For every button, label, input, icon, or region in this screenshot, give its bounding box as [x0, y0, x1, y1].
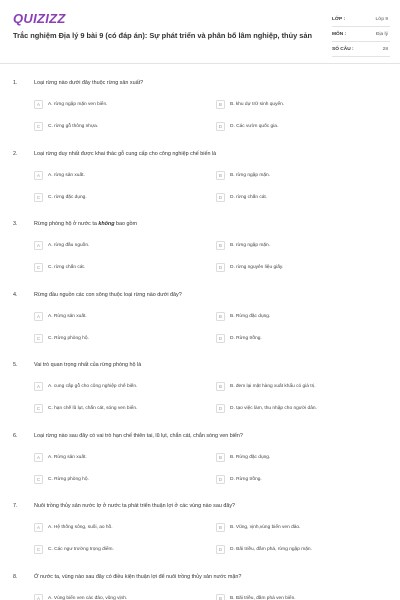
answer-option-a[interactable] [34, 522, 178, 533]
option-text: B. khu dự trữ sinh quyển. [230, 102, 285, 107]
option-text: B. rừng ngập mặn. [230, 172, 271, 178]
question-text: Vai trò quan trọng nhất của rừng phòng hộ là [34, 362, 142, 368]
worksheet-title: Trắc nghiệm Địa lý 9 bài 9 (có đáp án): Sự phát triển và phân bố lâm nghiệp, thủy sản [13, 31, 312, 40]
option-text: B. Rừng đặc dụng. [230, 313, 271, 319]
answer-option-b[interactable] [216, 240, 360, 251]
answer-option-c[interactable] [34, 403, 178, 414]
question-number: 7. [13, 503, 18, 509]
answer-option-c[interactable] [34, 544, 178, 555]
option-letter-d: D [216, 334, 225, 343]
question-number: 8. [13, 573, 18, 580]
option-letter-a: A [34, 523, 43, 532]
meta-label-subject: MÔN : [332, 31, 347, 37]
question-list [0, 64, 400, 600]
answer-option-b[interactable] [216, 99, 360, 110]
option-text: B. đem lại mặt hàng xuất khẩu có giá trị. [230, 384, 316, 389]
option-letter-c: C [34, 334, 43, 343]
answer-option-a[interactable] [34, 381, 178, 392]
question-number: 6. [13, 432, 18, 439]
question-1 [0, 64, 400, 135]
question-text: Loại rừng duy nhất được khai thác gỗ cung cấp cho công nghiệp chế biến là [34, 150, 217, 157]
question-text: Rừng đầu nguồn các con sông thuộc loại rừng nào dưới đây? [34, 291, 182, 298]
option-text: B. rừng ngập mặn. [230, 243, 271, 248]
option-letter-b: B [216, 100, 225, 109]
question-text: Loại rừng nào dưới đây thuộc rừng sản xuất? [34, 80, 144, 86]
question-number: 1. [13, 80, 18, 86]
option-letter-d: D [216, 475, 225, 484]
option-letter-d: D [216, 193, 225, 202]
option-text: B. Rừng đặc dụng. [230, 454, 271, 460]
question-text: Nuôi trồng thủy sản nước lợ ở nước ta phát triển thuận lợi ở các vùng nào sau đây? [34, 503, 236, 509]
option-letter-b: B [216, 171, 225, 180]
option-letter-b: B [216, 523, 225, 532]
option-letter-a: A [34, 241, 43, 250]
option-text: A. Hệ thống sông, suối, ao hồ. [48, 525, 113, 530]
option-text: A. Rừng sản xuất. [48, 313, 87, 319]
question-number: 4. [13, 291, 18, 298]
answer-option-b[interactable] [216, 381, 360, 392]
answer-option-a[interactable] [34, 593, 178, 600]
question-text-before: Rừng phòng hộ ở nước ta [34, 221, 99, 227]
question-text-after: bao gồm [114, 221, 137, 227]
option-letter-c: C [34, 545, 43, 554]
meta-label-class: LỚP : [332, 16, 346, 22]
meta-value-subject: Địa lý [376, 31, 388, 37]
option-text: D. rừng nguyên liệu giấy. [230, 265, 284, 270]
meta-row-subject [332, 27, 390, 42]
answer-option-b[interactable] [216, 311, 360, 322]
option-text: B. Bãi triều, đầm phá ven biển. [230, 595, 296, 600]
question-number: 3. [13, 221, 18, 227]
answer-option-c[interactable] [34, 262, 178, 273]
answer-option-c[interactable] [34, 474, 178, 485]
option-letter-d: D [216, 122, 225, 131]
answer-option-b[interactable] [216, 170, 360, 181]
question-4 [0, 276, 400, 347]
question-5 [0, 346, 400, 417]
answer-option-d[interactable] [216, 474, 360, 485]
question-text: Loại rừng nào sau đây có vai trò hạn chế thiên tai, lũ lụt, chắn cát, chắn sóng ven biển? [34, 432, 243, 439]
answer-option-c[interactable] [34, 333, 178, 344]
option-text: A. Rừng sản xuất. [48, 454, 87, 460]
answer-option-c[interactable] [34, 192, 178, 203]
answer-option-a[interactable] [34, 240, 178, 251]
answer-option-d[interactable] [216, 121, 360, 132]
question-6 [0, 417, 400, 488]
meta-value-question-count: 28 [382, 46, 388, 52]
option-letter-c: C [34, 263, 43, 272]
option-text: B. Vũng, vịnh,vùng biển ven đảo. [230, 525, 301, 530]
answer-option-d[interactable] [216, 192, 360, 203]
question-text: Ở nước ta, vùng nào sau đây có điều kiện thuận lợi để nuôi trồng thủy sản nước mặn? [34, 573, 242, 580]
option-text: A. cung cấp gỗ cho công nghiệp chế biến. [48, 384, 138, 389]
option-text: A. Vùng biển ven các đảo, vũng vịnh. [48, 595, 128, 600]
option-letter-b: B [216, 382, 225, 391]
question-7 [0, 487, 400, 558]
option-letter-a: A [34, 312, 43, 321]
option-text: D. tạo việc làm, thu nhập cho người dân. [230, 406, 317, 411]
option-letter-c: C [34, 122, 43, 131]
answer-option-a[interactable] [34, 99, 178, 110]
answer-option-c[interactable] [34, 121, 178, 132]
option-letter-a: A [34, 100, 43, 109]
option-letter-c: C [34, 475, 43, 484]
meta-label-question-count: SỐ CÂU : [332, 46, 354, 52]
option-text: D. Các vườn quốc gia. [230, 124, 279, 129]
question-text-emphasis: không [98, 221, 115, 227]
question-8 [0, 558, 400, 600]
answer-option-d[interactable] [216, 544, 360, 555]
question-number: 5. [13, 362, 18, 368]
option-text: D. Rừng trồng. [230, 335, 262, 341]
answer-option-d[interactable] [216, 403, 360, 414]
option-letter-a: A [34, 171, 43, 180]
option-letter-b: B [216, 312, 225, 321]
option-text: C. hạn chế lũ lụt, chắn cát, sóng ven biển. [48, 406, 138, 411]
quizizz-logo[interactable]: QUIZIZZ [13, 11, 66, 26]
answer-option-a[interactable] [34, 170, 178, 181]
answer-option-a[interactable] [34, 311, 178, 322]
option-text: C. Rừng phòng hộ. [48, 476, 89, 482]
option-text: C. Rừng phòng hộ. [48, 335, 89, 341]
option-letter-b: B [216, 453, 225, 462]
option-text: A. rừng sản xuất. [48, 172, 85, 178]
option-letter-d: D [216, 404, 225, 413]
option-letter-a: A [34, 453, 43, 462]
option-text: C. rừng đặc dụng. [48, 194, 87, 200]
option-text: D. Bãi triều, đầm phá, rừng ngập mặn. [230, 547, 312, 552]
worksheet-header [0, 0, 400, 64]
option-text: D. rừng chắn cát. [230, 194, 268, 200]
option-letter-a: A [34, 594, 43, 600]
answer-option-a[interactable] [34, 452, 178, 463]
option-letter-b: B [216, 594, 225, 600]
question-text [34, 221, 137, 227]
worksheet-meta [332, 12, 390, 57]
answer-option-b[interactable] [216, 593, 360, 600]
question-3 [0, 205, 400, 276]
option-letter-a: A [34, 382, 43, 391]
answer-option-d[interactable] [216, 262, 360, 273]
answer-option-b[interactable] [216, 522, 360, 533]
option-letter-c: C [34, 193, 43, 202]
option-text: A. rừng ngập mặn ven biển. [48, 102, 108, 107]
option-letter-d: D [216, 263, 225, 272]
option-text: C. Các ngư trường trọng điểm. [48, 547, 114, 552]
option-text: D. Rừng trồng. [230, 476, 262, 482]
question-2 [0, 135, 400, 206]
meta-value-class: Lớp 9 [375, 16, 388, 22]
option-text: A. rừng đầu nguồn. [48, 243, 90, 248]
answer-option-d[interactable] [216, 333, 360, 344]
option-letter-c: C [34, 404, 43, 413]
meta-row-question-count [332, 42, 390, 57]
option-text: C. rừng chắn cát. [48, 265, 86, 270]
meta-row-class [332, 12, 390, 27]
option-letter-d: D [216, 545, 225, 554]
option-text: C. rừng gỗ thông nhựa. [48, 124, 99, 129]
option-letter-b: B [216, 241, 225, 250]
answer-option-b[interactable] [216, 452, 360, 463]
question-number: 2. [13, 150, 18, 157]
